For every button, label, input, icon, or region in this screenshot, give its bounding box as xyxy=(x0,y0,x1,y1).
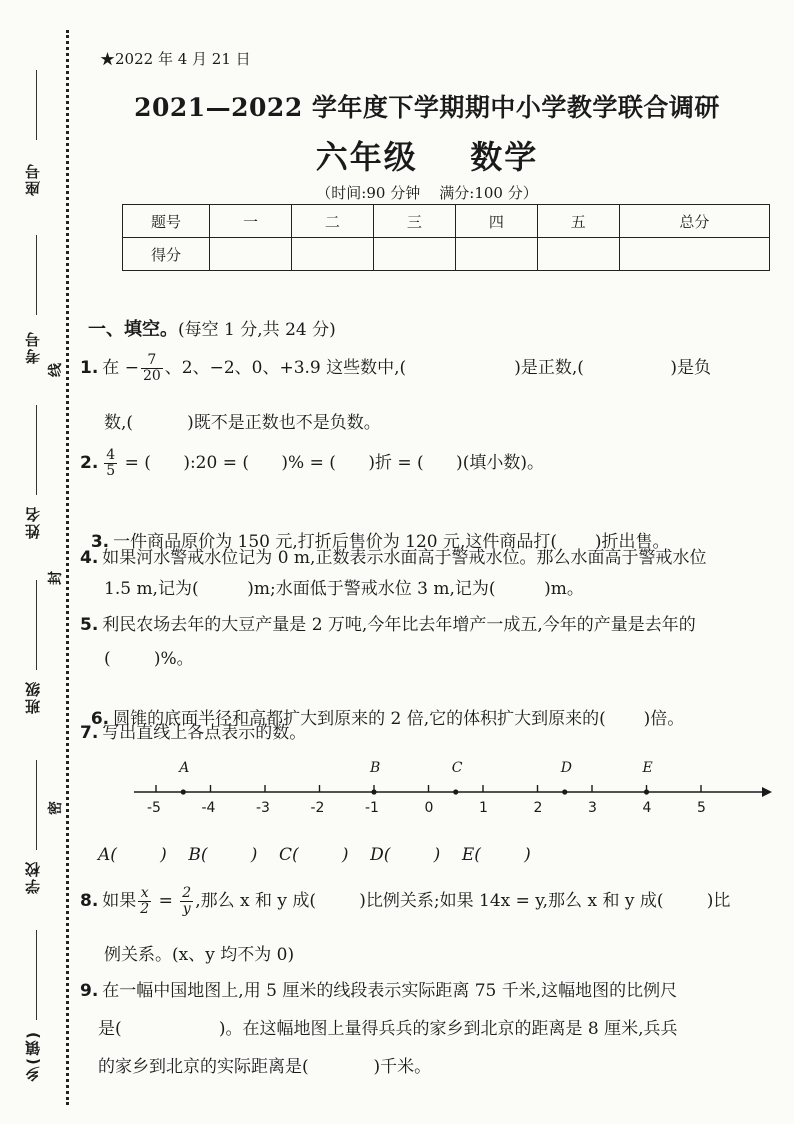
name-label: 姓名 xyxy=(24,505,42,539)
fraction xyxy=(180,886,193,917)
number-line-arrow-icon xyxy=(762,787,772,797)
question-9-line-3: 的家乡到北京的实际距离是( )千米。 xyxy=(98,1057,432,1077)
class-label: 班级 xyxy=(24,680,42,714)
name-field xyxy=(8,405,62,555)
number-line-tick-label: -5 xyxy=(147,800,161,816)
question-text: 利民农场去年的大豆产量是 2 万吨,今年比去年增产一成五,今年的产量是去年的 xyxy=(102,615,696,635)
exam-no-blank-line xyxy=(36,235,37,315)
number-line-point xyxy=(644,789,649,794)
fraction-denominator: 5 xyxy=(106,463,116,479)
number-line-tick-label: 1 xyxy=(479,800,488,816)
question-2 xyxy=(80,448,544,479)
number-line-point xyxy=(562,789,567,794)
exam-date: ★2022 年 4 月 21 日 xyxy=(100,50,251,68)
fraction xyxy=(104,448,117,479)
score-cell[interactable] xyxy=(210,238,292,271)
score-table-col: 五 xyxy=(537,205,619,238)
town-field xyxy=(8,930,62,1110)
question-number: 9. xyxy=(80,981,99,1001)
section-1-title: 一、填空。 xyxy=(88,319,178,340)
seal-mark-secret: 密 xyxy=(48,801,64,815)
question-number: 6. xyxy=(90,709,110,729)
number-line-tick-label: -1 xyxy=(365,800,379,816)
question-number: 2. xyxy=(80,453,99,473)
number-line-point xyxy=(181,789,186,794)
question-text: ,那么 x 和 y 成( )比例关系;如果 14x = y,那么 x 和 y 成( )比 xyxy=(195,891,731,911)
fraction-numerator: 2 xyxy=(182,885,192,901)
fraction-denominator: 2 xyxy=(140,901,150,917)
question-1 xyxy=(80,353,711,384)
section-1-heading xyxy=(88,315,336,341)
name-blank-line xyxy=(36,405,37,495)
question-7 xyxy=(80,718,306,743)
number-line-point-label: C xyxy=(451,760,463,776)
fraction-denominator: y xyxy=(182,901,191,917)
number-line-tick-label: 3 xyxy=(588,800,597,816)
class-blank-line xyxy=(36,580,37,670)
exam-subject: 六年级 数学 xyxy=(315,138,539,176)
question-number: 1. xyxy=(80,358,99,378)
number-line-tick-label: -4 xyxy=(201,800,216,816)
school-blank-line xyxy=(36,760,37,850)
score-cell[interactable] xyxy=(373,238,455,271)
question-text: 在 − xyxy=(102,358,139,378)
town-label: 乡(镇) xyxy=(24,1030,42,1082)
number-line-tick-label: 5 xyxy=(697,800,706,816)
question-number: 3. xyxy=(90,532,110,552)
fraction-numerator: 7 xyxy=(141,353,163,369)
number-line-point-label: D xyxy=(560,760,572,776)
question-text: 如果河水警戒水位记为 0 m,正数表示水面高于警戒水位。那么水面高于警戒水位 xyxy=(102,548,707,568)
number-line-tick-label: 2 xyxy=(533,800,543,816)
score-cell[interactable] xyxy=(619,238,769,271)
question-8-line-2: 例关系。(x、y 均不为 0) xyxy=(104,945,295,965)
question-5-line-2: ( )%。 xyxy=(104,649,194,669)
score-table-col: 总分 xyxy=(619,205,769,238)
school-label: 学校 xyxy=(24,860,42,894)
score-table-score-row xyxy=(123,238,770,271)
number-line-tick-label: -3 xyxy=(256,800,270,816)
school-field xyxy=(8,760,62,910)
town-blank-line xyxy=(36,930,37,1020)
number-line-tick-label: -2 xyxy=(310,800,325,816)
seal-mark-seal: 封 xyxy=(48,571,64,585)
exam-no-field xyxy=(8,235,62,375)
class-field xyxy=(8,580,62,730)
number-line-tick-label: 4 xyxy=(642,800,652,816)
score-table-row-label: 得分 xyxy=(123,238,210,271)
fraction-numerator: x xyxy=(138,886,151,902)
score-table-col: 二 xyxy=(291,205,373,238)
section-1-note: (每空 1 分,共 24 分) xyxy=(178,320,336,340)
score-cell[interactable] xyxy=(537,238,619,271)
question-text: 在一幅中国地图上,用 5 厘米的线段表示实际距离 75 千米,这幅地图的比例尺 xyxy=(102,981,678,1001)
question-7-answers: A( ) B( ) C( ) D( ) E( ) xyxy=(98,845,531,865)
fraction xyxy=(138,886,151,917)
exam-info: （时间:90 分钟 满分:100 分） xyxy=(316,184,538,202)
seat-label: 座号 xyxy=(24,162,42,196)
score-table-col: 一 xyxy=(210,205,292,238)
question-text: 圆锥的底面半径和高都扩大到原来的 2 倍,它的体积扩大到原来的( )倍。 xyxy=(113,709,685,729)
exam-no-label: 考号 xyxy=(24,330,42,364)
question-1-line-2: 数,( )既不是正数也不是负数。 xyxy=(104,413,381,433)
score-table-col: 四 xyxy=(455,205,537,238)
score-table xyxy=(122,204,770,271)
fraction-denominator: 20 xyxy=(142,368,161,384)
score-cell[interactable] xyxy=(455,238,537,271)
question-text: 、2、−2、0、+3.9 这些数中,( )是正数,( )是负 xyxy=(164,358,712,378)
number-line xyxy=(130,756,780,826)
exam-title: 2021—2022 学年度下学期期中小学教学联合调研 xyxy=(134,93,720,122)
fraction xyxy=(141,353,163,384)
question-4 xyxy=(80,543,706,568)
question-4-line-2: 1.5 m,记为( )m;水面低于警戒水位 3 m,记为( )m。 xyxy=(104,579,584,599)
question-number: 7. xyxy=(80,723,99,743)
score-table-header-row xyxy=(123,205,770,238)
question-text: 如果 xyxy=(102,891,137,911)
question-text: = ( ):20 = ( )% = ( )折 = ( )(填小数)。 xyxy=(119,453,544,473)
question-number: 4. xyxy=(80,548,99,568)
number-line-tick-label: 0 xyxy=(424,800,434,816)
equals-sign: = xyxy=(153,891,179,911)
number-line-point xyxy=(371,789,376,794)
question-9-line-2: 是( )。在这幅地图上量得兵兵的家乡到北京的距离是 8 厘米,兵兵 xyxy=(98,1019,678,1039)
question-8 xyxy=(80,886,730,917)
seal-mark-line: 线 xyxy=(48,363,64,377)
number-line-point-label: B xyxy=(370,760,381,776)
question-text: 一件商品原价为 150 元,打折后售价为 120 元,这件商品打( )折出售。 xyxy=(113,532,670,552)
number-line-point-label: A xyxy=(179,760,190,776)
score-table-row-label: 题号 xyxy=(123,205,210,238)
fraction-numerator: 4 xyxy=(106,447,116,463)
question-number: 8. xyxy=(80,891,99,911)
number-line-point-label: E xyxy=(642,760,653,776)
score-table-col: 三 xyxy=(373,205,455,238)
number-line-point xyxy=(453,789,458,794)
score-cell[interactable] xyxy=(291,238,373,271)
question-5 xyxy=(80,610,696,635)
question-number: 5. xyxy=(80,615,99,635)
question-text: 写出直线上各点表示的数。 xyxy=(102,723,307,743)
question-9 xyxy=(80,976,677,1001)
